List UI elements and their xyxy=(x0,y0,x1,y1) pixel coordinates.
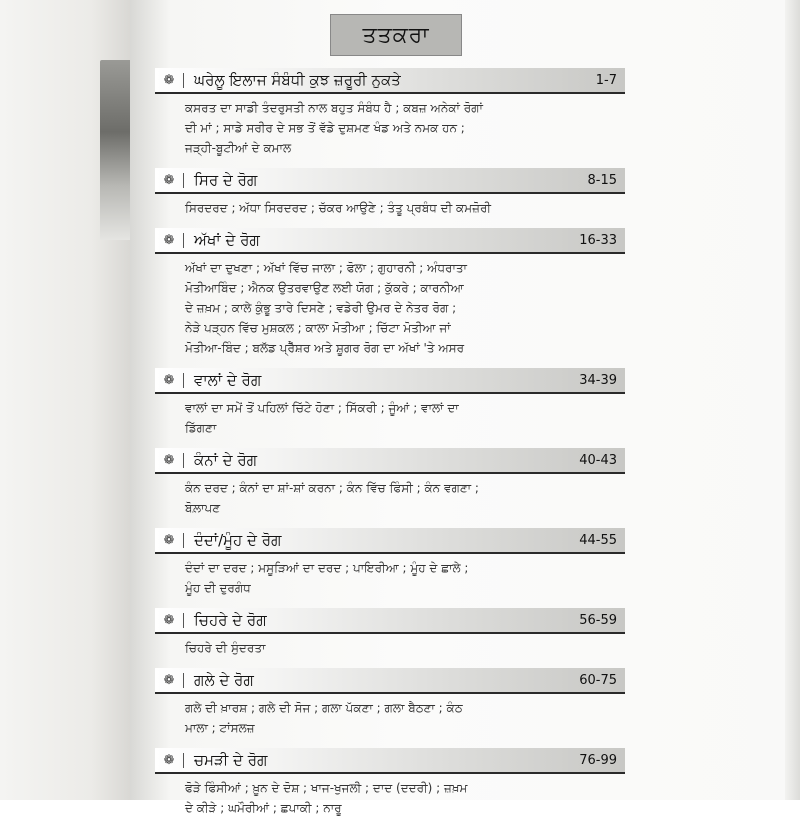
entry-topics xyxy=(155,774,625,818)
entry-page-range: 8-15 xyxy=(587,172,617,188)
entry-heading: ਘਰੇਲੂ ਇਲਾਜ ਸੰਬੰਧੀ ਕੁਝ ਜ਼ਰੂਰੀ ਨੁਕਤੇ xyxy=(194,71,401,89)
snowflake-icon: ❁ xyxy=(155,613,184,628)
entry-heading-bar xyxy=(155,608,625,634)
entry-heading-bar xyxy=(155,368,625,394)
entry-page-range: 44-55 xyxy=(579,532,617,548)
contents-entry xyxy=(155,528,625,598)
entry-topics xyxy=(155,94,625,158)
contents-entry xyxy=(155,368,625,438)
adjacent-page-photo xyxy=(100,60,134,240)
contents-entry xyxy=(155,228,625,358)
entry-topics xyxy=(155,394,625,438)
entry-heading-bar xyxy=(155,168,625,194)
entry-topics xyxy=(155,474,625,518)
entry-page-range: 60-75 xyxy=(579,672,617,688)
entry-topic-line: ਅੱਖਾਂ ਦਾ ਦੁਖਣਾ ; ਅੱਖਾਂ ਵਿੱਚ ਜਾਲਾ ; ਫੋਲਾ ; ਗੁਹਾਰਨੀ ; ਅੰਧਰਾਤਾ xyxy=(185,261,467,275)
contents-entry xyxy=(155,168,625,218)
entry-heading: ਚਿਹਰੇ ਦੇ ਰੋਗ xyxy=(194,611,267,629)
snowflake-icon: ❁ xyxy=(155,73,184,88)
entry-topic-line: ਮਾਲਾ ; ਟਾਂਸਲਜ਼ xyxy=(185,721,255,735)
snowflake-icon: ❁ xyxy=(155,753,184,768)
contents-entry xyxy=(155,608,625,658)
entry-topic-line: ਦੰਦਾਂ ਦਾ ਦਰਦ ; ਮਸੂੜਿਆਂ ਦਾ ਦਰਦ ; ਪਾਇਰੀਆ ; ਮੂੰਹ ਦੇ ਛਾਲੇ ; xyxy=(185,561,469,575)
entry-topic-line: ਮੋਤੀਆ-ਬਿੰਦ ; ਬਲੱਡ ਪ੍ਰੈੱਸ਼ਰ ਅਤੇ ਸ਼ੂਗਰ ਰੋਗ ਦਾ ਅੱਖਾਂ 'ਤੇ ਅਸਰ xyxy=(185,341,465,355)
entry-topic-line: ਗਲੇ ਦੀ ਖ਼ਾਰਸ਼ ; ਗਲੇ ਦੀ ਸੋਜ ; ਗਲਾ ਪੱਕਣਾ ; ਗਲਾ ਬੈਠਣਾ ; ਕੰਠ xyxy=(185,701,463,715)
contents-page xyxy=(130,0,800,815)
entry-page-range: 34-39 xyxy=(579,372,617,388)
entry-heading: ਦੰਦਾਂ/ਮੂੰਹ ਦੇ ਰੋਗ xyxy=(194,531,282,549)
entry-heading: ਵਾਲਾਂ ਦੇ ਰੋਗ xyxy=(194,371,262,389)
contents-list xyxy=(155,68,625,828)
contents-entry xyxy=(155,68,625,158)
entry-heading-bar xyxy=(155,68,625,94)
entry-heading-bar xyxy=(155,528,625,554)
snowflake-icon: ❁ xyxy=(155,373,184,388)
entry-heading-bar xyxy=(155,668,625,694)
entry-topic-line: ਡਿੱਗਣਾ xyxy=(185,421,217,435)
entry-topics xyxy=(155,554,625,598)
page-edge xyxy=(785,0,800,800)
entry-heading-bar xyxy=(155,228,625,254)
snowflake-icon: ❁ xyxy=(155,233,184,248)
contents-entry xyxy=(155,668,625,738)
entry-topics xyxy=(155,254,625,358)
page-title: ਤਤਕਰਾ xyxy=(330,14,462,56)
contents-entry xyxy=(155,448,625,518)
entry-page-range: 76-99 xyxy=(579,752,617,768)
snowflake-icon: ❁ xyxy=(155,173,184,188)
entry-topics xyxy=(155,194,625,218)
entry-topic-line: ਦੇ ਕੀੜੇ ; ਘਮੌਰੀਆਂ ; ਛਪਾਕੀ ; ਨਾਰੂ xyxy=(185,801,342,815)
snowflake-icon: ❁ xyxy=(155,453,184,468)
entry-heading: ਅੱਖਾਂ ਦੇ ਰੋਗ xyxy=(194,231,260,249)
snowflake-icon: ❁ xyxy=(155,673,184,688)
entry-topic-line: ਚਿਹਰੇ ਦੀ ਸੁੰਦਰਤਾ xyxy=(185,641,266,655)
entry-topic-line: ਦੀ ਮਾਂ ; ਸਾਡੇ ਸਰੀਰ ਦੇ ਸਭ ਤੋਂ ਵੱਡੇ ਦੁਸ਼ਮਣ ਖੰਡ ਅਤੇ ਨਮਕ ਹਨ ; xyxy=(185,121,465,135)
entry-topic-line: ਜੜ੍ਹੀ-ਬੂਟੀਆਂ ਦੇ ਕਮਾਲ xyxy=(185,141,292,155)
entry-topic-line: ਮੋਤੀਆਬਿੰਦ ; ਐਨਕ ਉਤਰਵਾਉਣ ਲਈ ਯੋਗ ; ਕੁੱਕਰੇ ; ਕਾਰਨੀਆ xyxy=(185,281,464,295)
entry-heading: ਕੰਨਾਂ ਦੇ ਰੋਗ xyxy=(194,451,258,469)
entry-topic-line: ਨੇੜੇ ਪੜ੍ਹਨ ਵਿੱਚ ਮੁਸ਼ਕਲ ; ਕਾਲਾ ਮੋਤੀਆ ; ਚਿੱਟਾ ਮੋਤੀਆ ਜਾਂ xyxy=(185,321,451,335)
entry-topic-line: ਫੋੜੇ ਫਿੰਸੀਆਂ ; ਖ਼ੂਨ ਦੇ ਦੋਸ਼ ; ਖਾਜ-ਖੁਜਲੀ ; ਦਾਦ (ਦਦਰੀ) ; ਜ਼ਖ਼ਮ xyxy=(185,781,468,795)
entry-heading: ਗਲੇ ਦੇ ਰੋਗ xyxy=(194,671,254,689)
entry-topic-line: ਦੇ ਜ਼ਖ਼ਮ ; ਕਾਲੇ ਕੁੰਭੂ ਤਾਰੇ ਦਿਸਣੇ ; ਵਡੇਰੀ ਉਮਰ ਦੇ ਨੇਤਰ ਰੋਗ ; xyxy=(185,301,457,315)
entry-page-range: 56-59 xyxy=(579,612,617,628)
entry-heading-bar xyxy=(155,748,625,774)
entry-topic-line: ਸਿਰਦਰਦ ; ਅੱਧਾ ਸਿਰਦਰਦ ; ਚੱਕਰ ਆਉਣੇ ; ਤੰਤੂ ਪ੍ਰਬੰਧ ਦੀ ਕਮਜ਼ੋਰੀ xyxy=(185,201,492,215)
entry-page-range: 16-33 xyxy=(579,232,617,248)
entry-topics xyxy=(155,634,625,658)
entry-heading-bar xyxy=(155,448,625,474)
snowflake-icon: ❁ xyxy=(155,533,184,548)
entry-topic-line: ਮੂੰਹ ਦੀ ਦੁਰਗੰਧ xyxy=(185,581,251,595)
contents-entry xyxy=(155,748,625,818)
entry-topic-line: ਬੋਲ਼ਾਪਣ xyxy=(185,501,221,515)
entry-topic-line: ਕੰਨ ਦਰਦ ; ਕੰਨਾਂ ਦਾ ਸ਼ਾਂ-ਸ਼ਾਂ ਕਰਨਾ ; ਕੰਨ ਵਿੱਚ ਫਿੰਸੀ ; ਕੰਨ ਵਗਣਾ ; xyxy=(185,481,479,495)
entry-topic-line: ਕਸਰਤ ਦਾ ਸਾਡੀ ਤੰਦਰੁਸਤੀ ਨਾਲ ਬਹੁਤ ਸੰਬੰਧ ਹੈ ; ਕਬਜ਼ ਅਨੇਕਾਂ ਰੋਗਾਂ xyxy=(185,101,483,115)
entry-page-range: 1-7 xyxy=(595,72,617,88)
entry-page-range: 40-43 xyxy=(579,452,617,468)
entry-heading: ਸਿਰ ਦੇ ਰੋਗ xyxy=(194,171,258,189)
entry-heading: ਚਮੜੀ ਦੇ ਰੋਗ xyxy=(194,751,268,769)
entry-topics xyxy=(155,694,625,738)
entry-topic-line: ਵਾਲਾਂ ਦਾ ਸਮੇਂ ਤੋਂ ਪਹਿਲਾਂ ਚਿੱਟੇ ਹੋਣਾ ; ਸਿੱਕਰੀ ; ਜੂੰਆਂ ; ਵਾਲਾਂ ਦਾ xyxy=(185,401,459,415)
